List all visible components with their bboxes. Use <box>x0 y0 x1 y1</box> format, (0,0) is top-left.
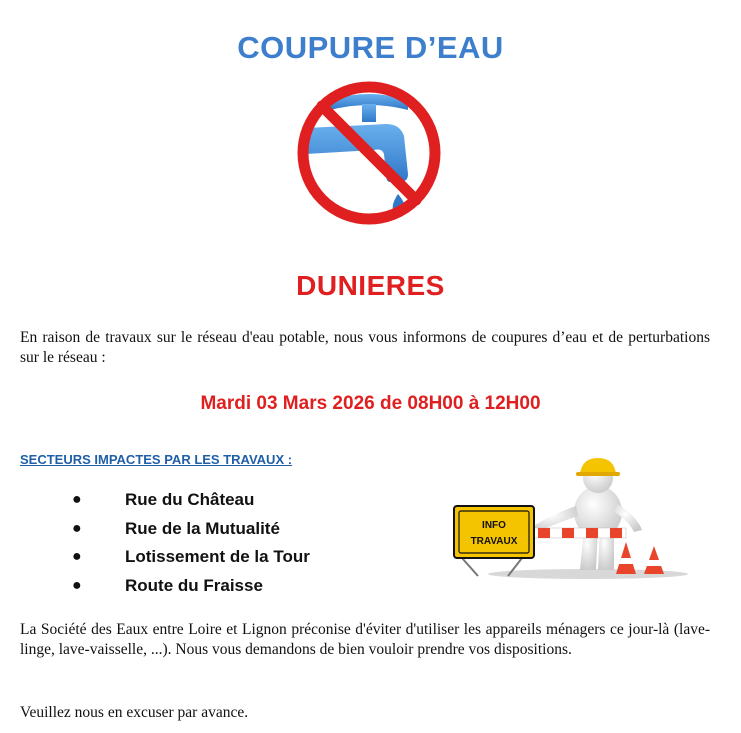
notice-title: COUPURE D’EAU <box>237 30 504 65</box>
street-label: Rue du Château <box>125 490 255 509</box>
list-item <box>0 572 420 601</box>
list-item <box>0 486 420 515</box>
sectors-heading: SECTEURS IMPACTES PAR LES TRAVAUX : <box>20 452 293 467</box>
advice-paragraph: La Société des Eaux entre Loire et Lignon préconise d'éviter d'utiliser les appareils ménagers ce jour-là (lave-linge, lave-vaisselle, ...). Nous vous demandons de bien vouloir prendre vos dispositions. <box>20 621 710 658</box>
town-name: DUNIERES <box>296 270 445 301</box>
bullet-icon: ● <box>72 491 82 508</box>
bullet-icon: ● <box>72 576 82 594</box>
street-label: Rue de la Mutualité <box>125 518 280 538</box>
list-item <box>0 515 420 544</box>
bullet-icon: ● <box>72 519 82 537</box>
outage-date: Mardi 03 Mars 2026 de 08H00 à 12H00 <box>200 393 541 414</box>
bullet-icon: ● <box>72 548 82 565</box>
street-label: Lotissement de la Tour <box>125 547 310 566</box>
sign-line-1: INFO <box>482 520 506 531</box>
streets-list <box>0 486 420 600</box>
list-item <box>0 543 420 572</box>
closing-line: Veuillez nous en excuser par avance. <box>20 704 249 721</box>
no-water-tap-icon <box>294 78 444 228</box>
intro-paragraph: En raison de travaux sur le réseau d'eau potable, nous vous informons de coupures d’eau et de perturbations sur le réseau : <box>20 329 710 366</box>
construction-worker-sign-icon <box>448 458 694 580</box>
sign-line-2: TRAVAUX <box>470 536 518 547</box>
street-label: Route du Fraisse <box>125 575 263 595</box>
